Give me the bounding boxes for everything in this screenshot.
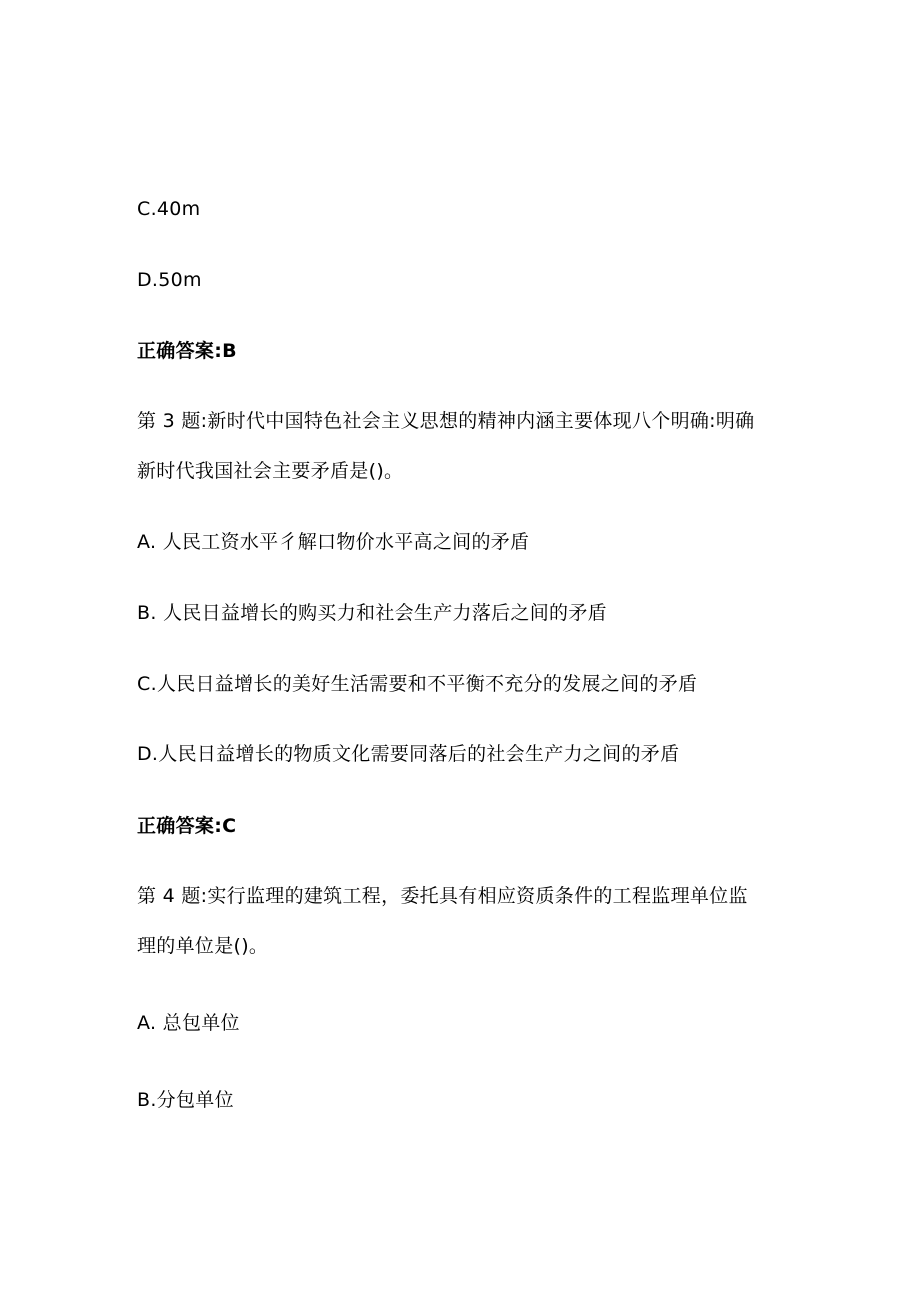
- q3-option-b: B. 人民日益增长的购买力和社会生产力落后之间的矛盾: [137, 602, 607, 624]
- q2-answer: 正确答案:B: [137, 340, 237, 362]
- q3-stem-line2: 新时代我国社会主要矛盾是()。: [137, 460, 404, 482]
- q2-option-d: D.50m: [137, 269, 202, 291]
- q3-option-a: A. 人民工资水平彳解口物价水平高之间的矛盾: [137, 531, 530, 553]
- q3-answer: 正确答案:C: [137, 815, 237, 837]
- q3-option-c: C.人民日益增长的美好生活需要和不平衡不充分的发展之间的矛盾: [137, 673, 698, 695]
- q3-option-d: D.人民日益增长的物质文化需要同落后的社会生产力之间的矛盾: [137, 743, 680, 765]
- q4-option-a: A. 总包单位: [137, 1012, 240, 1034]
- q3-stem-line1: 第 3 题:新时代中国特色社会主义思想的精神内涵主要体现八个明确:明确: [137, 410, 755, 432]
- q4-stem-line2: 理的单位是()。: [137, 935, 269, 957]
- q4-stem-line1: 第 4 题:实行监理的建筑工程，委托具有相应资质条件的工程监理单位监: [137, 885, 748, 907]
- q2-option-c: C.40m: [137, 198, 201, 220]
- q4-option-b: B.分包单位: [137, 1089, 234, 1111]
